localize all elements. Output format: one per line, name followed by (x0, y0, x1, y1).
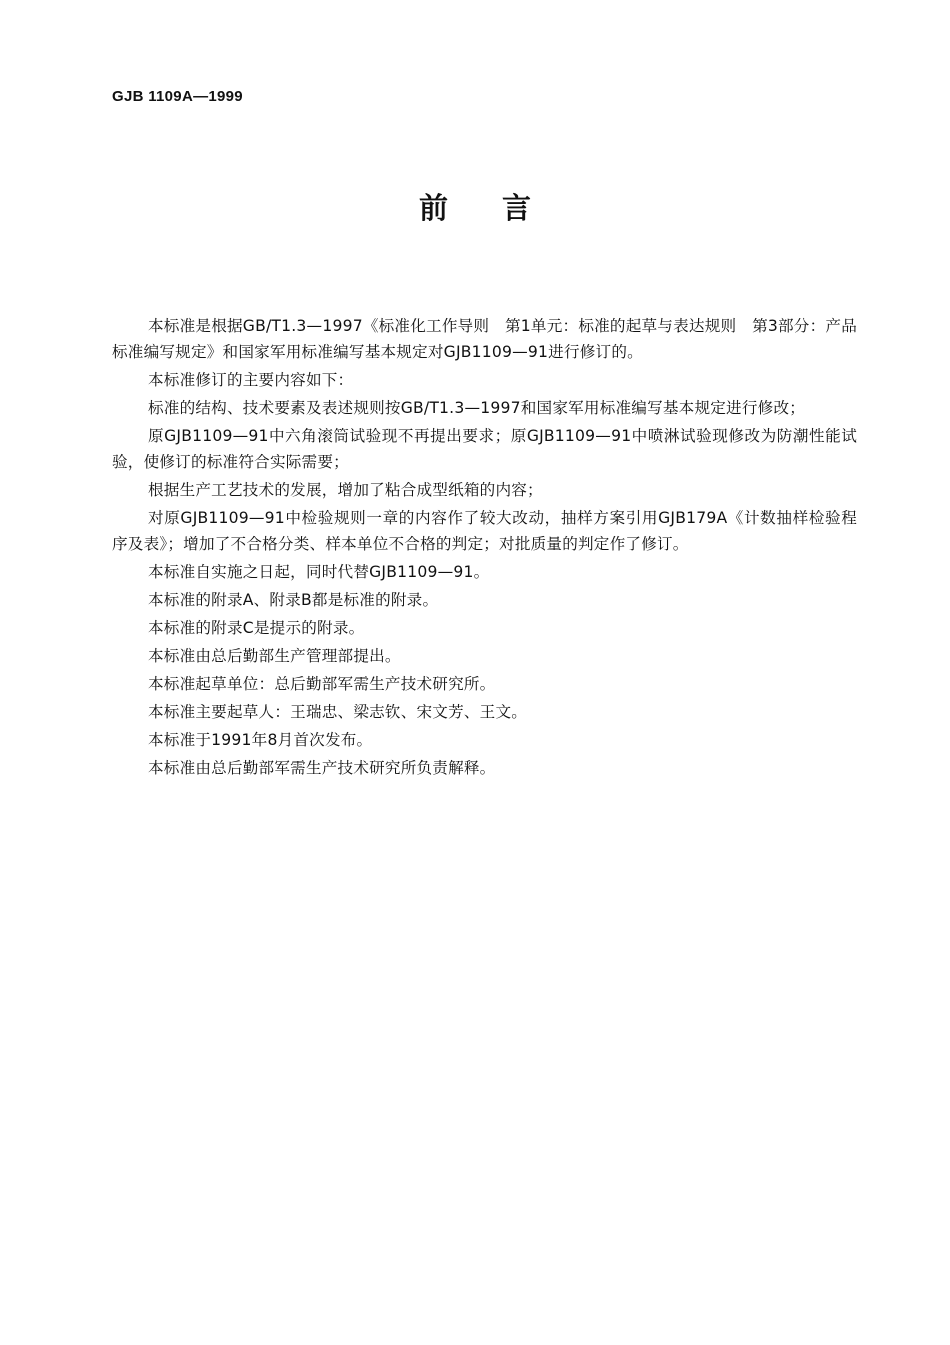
paragraph: 原GJB1109—91中六角滚筒试验现不再提出要求；原GJB1109—91中喷淋试验现修改为防潮性能试验，使修订的标准符合实际需要； (112, 427, 857, 471)
paragraph: 本标准的附录A、附录B都是标准的附录。 (148, 591, 439, 609)
foreword-body (112, 313, 857, 781)
paragraph: 根据生产工艺技术的发展，增加了粘合成型纸箱的内容； (148, 481, 543, 499)
page-title: 前言 (418, 191, 585, 225)
paragraph: 本标准修订的主要内容如下： (148, 371, 354, 389)
paragraph: 标准的结构、技术要素及表述规则按GB/T1.3—1997和国家军用标准编写基本规定进行修改； (148, 399, 806, 417)
paragraph: 本标准由总后勤部军需生产技术研究所负责解释。 (148, 759, 496, 777)
paragraph: 本标准于1991年8月首次发布。 (148, 731, 373, 749)
standard-code: GJB 1109A—1999 (112, 88, 243, 105)
paragraph: 本标准主要起草人：王瑞忠、梁志钦、宋文芳、王文。 (148, 703, 528, 721)
paragraph: 本标准的附录C是提示的附录。 (148, 619, 365, 637)
paragraph: 本标准由总后勤部生产管理部提出。 (148, 647, 401, 665)
paragraph: 对原GJB1109—91中检验规则一章的内容作了较大改动，抽样方案引用GJB179A《计数抽样检验程序及表》；增加了不合格分类、样本单位不合格的判定；对批质量的判定作了修订。 (112, 509, 857, 553)
paragraph: 本标准是根据GB/T1.3—1997《标准化工作导则 第1单元：标准的起草与表达规则 第3部分：产品标准编写规定》和国家军用标准编写基本规定对GJB1109—91进行修订的。 (112, 317, 857, 361)
paragraph: 本标准起草单位：总后勤部军需生产技术研究所。 (148, 675, 496, 693)
paragraph: 本标准自实施之日起，同时代替GJB1109—91。 (148, 563, 490, 581)
